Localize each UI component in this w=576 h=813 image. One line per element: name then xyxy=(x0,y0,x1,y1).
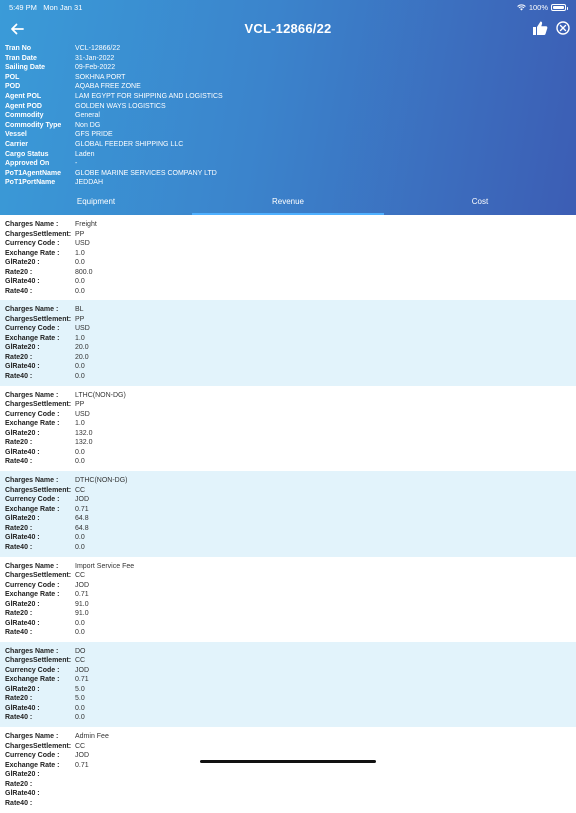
charges-list xyxy=(0,215,576,813)
charge-field-exchange xyxy=(5,675,576,685)
info-value: GLOBAL FEEDER SHIPPING LLC xyxy=(75,140,184,148)
field-label: Currency Code : xyxy=(5,581,60,589)
field-label: GlRate20 : xyxy=(5,344,40,352)
charge-field-exchange xyxy=(5,505,576,515)
charge-field-glrate20 xyxy=(5,770,576,780)
status-right xyxy=(517,3,566,12)
field-label: Charges Name : xyxy=(5,733,59,741)
field-value: PP xyxy=(75,230,85,238)
field-value: LTHC(NON-DG) xyxy=(75,391,126,399)
field-value: JOD xyxy=(75,581,89,589)
info-row xyxy=(5,102,223,112)
field-label: Rate20 : xyxy=(5,353,33,361)
charge-card xyxy=(0,642,576,727)
info-label: Commodity Type xyxy=(5,121,62,129)
field-label: Currency Code : xyxy=(5,410,60,418)
battery-percent: 100% xyxy=(528,3,548,12)
info-value: GLOBE MARINE SERVICES COMPANY LTD xyxy=(75,169,217,177)
field-value: 64.8 xyxy=(75,515,89,523)
info-label: Commodity xyxy=(5,112,44,120)
field-value: Admin Fee xyxy=(75,733,109,741)
charge-field-glrate40 xyxy=(5,704,576,714)
field-value: CC xyxy=(75,742,86,750)
field-label: Currency Code : xyxy=(5,240,60,247)
charge-field-name xyxy=(5,476,576,486)
close-icon[interactable] xyxy=(556,21,570,35)
charge-field-rate20 xyxy=(5,353,576,363)
charge-field-settlement xyxy=(5,571,576,581)
field-label: GlRate20 : xyxy=(5,600,40,608)
charge-field-settlement xyxy=(5,656,576,666)
field-value: 5.0 xyxy=(75,685,85,693)
field-value: USD xyxy=(75,325,90,333)
charge-field-glrate40 xyxy=(5,448,576,458)
field-label: GlRate40 : xyxy=(5,619,40,627)
field-value: Freight xyxy=(75,221,97,228)
charge-field-rate40 xyxy=(5,628,576,638)
field-value: 132.0 xyxy=(75,439,93,447)
field-label: Rate20 : xyxy=(5,695,33,703)
field-value: BL xyxy=(75,306,84,314)
charge-field-glrate40 xyxy=(5,362,576,372)
field-label: GlRate40 : xyxy=(5,534,40,542)
field-value: 0.0 xyxy=(75,714,85,722)
tab-revenue[interactable]: Revenue xyxy=(192,193,384,215)
field-value: 0.0 xyxy=(75,278,85,285)
home-indicator xyxy=(200,760,376,763)
info-row xyxy=(5,73,223,83)
field-label: ChargesSettlement: xyxy=(5,486,72,494)
field-label: Exchange Rate : xyxy=(5,420,60,428)
field-label: Currency Code : xyxy=(5,325,60,333)
field-value: 0.0 xyxy=(75,259,85,266)
charge-field-glrate20 xyxy=(5,343,576,353)
field-label: GlRate40 : xyxy=(5,790,40,798)
field-label: Rate20 : xyxy=(5,439,33,447)
field-value: 0.71 xyxy=(75,591,89,599)
field-label: Rate40 : xyxy=(5,543,33,551)
info-label: POL xyxy=(5,73,20,81)
field-value: JOD xyxy=(75,666,89,674)
charge-field-currency xyxy=(5,495,576,505)
info-row xyxy=(5,63,223,73)
field-value: 0.0 xyxy=(75,619,85,627)
nav-bar xyxy=(0,18,576,42)
field-value: 20.0 xyxy=(75,344,89,352)
info-value: SOKHNA PORT xyxy=(75,73,126,81)
charge-field-rate20 xyxy=(5,609,576,619)
field-label: GlRate40 : xyxy=(5,278,40,285)
info-row xyxy=(5,44,223,54)
charge-field-name xyxy=(5,647,576,657)
charge-field-settlement xyxy=(5,315,576,325)
field-label: Rate40 : xyxy=(5,629,33,637)
field-label: GlRate20 : xyxy=(5,259,40,266)
charge-field-rate40 xyxy=(5,713,576,723)
field-value: PP xyxy=(75,315,85,323)
charge-field-settlement xyxy=(5,400,576,410)
info-row xyxy=(5,82,223,92)
charge-field-currency xyxy=(5,410,576,420)
info-value: GFS PRIDE xyxy=(75,131,113,139)
info-row xyxy=(5,130,223,140)
info-label: Tran No xyxy=(5,45,32,52)
field-value: 0.0 xyxy=(75,372,85,380)
charge-field-glrate20 xyxy=(5,429,576,439)
charge-field-rate40 xyxy=(5,457,576,467)
field-value: 64.8 xyxy=(75,524,89,532)
field-value: DTHC(NON-DG) xyxy=(75,477,128,485)
field-value: 0.0 xyxy=(75,629,85,637)
info-label: Cargo Status xyxy=(5,150,49,158)
field-value: 0.71 xyxy=(75,676,89,684)
field-value: 0.0 xyxy=(75,448,85,456)
field-value: 0.0 xyxy=(75,458,85,466)
info-label: Sailing Date xyxy=(5,64,46,72)
field-value: USD xyxy=(75,240,90,247)
info-value: 31-Jan-2022 xyxy=(75,54,115,62)
field-value: 5.0 xyxy=(75,695,85,703)
field-label: Exchange Rate : xyxy=(5,591,60,599)
charge-field-currency xyxy=(5,239,576,249)
field-value: 1.0 xyxy=(75,420,85,428)
field-label: ChargesSettlement: xyxy=(5,657,72,665)
charge-field-rate20 xyxy=(5,438,576,448)
info-value: General xyxy=(75,112,100,120)
field-value: Import Service Fee xyxy=(75,562,135,570)
charge-field-glrate40 xyxy=(5,789,576,799)
charge-field-name xyxy=(5,305,576,315)
charge-field-exchange xyxy=(5,590,576,600)
field-label: Rate40 : xyxy=(5,799,33,807)
field-label: Exchange Rate : xyxy=(5,249,60,257)
info-value: Non DG xyxy=(75,121,101,129)
field-label: Exchange Rate : xyxy=(5,761,60,769)
page-title: VCL-12866/22 xyxy=(244,21,332,36)
charge-field-glrate40 xyxy=(5,619,576,629)
info-label: PoT1PortName xyxy=(5,179,56,187)
charge-field-rate40 xyxy=(5,287,576,297)
field-value: 91.0 xyxy=(75,600,89,608)
charge-field-glrate20 xyxy=(5,258,576,268)
charge-field-exchange xyxy=(5,249,576,259)
field-label: ChargesSettlement: xyxy=(5,742,72,750)
field-label: GlRate40 : xyxy=(5,448,40,456)
info-row xyxy=(5,54,223,64)
status-bar xyxy=(0,0,576,14)
field-value: JOD xyxy=(75,496,89,504)
info-row xyxy=(5,92,223,102)
field-label: ChargesSettlement: xyxy=(5,572,72,580)
charge-field-rate20 xyxy=(5,780,576,790)
info-row xyxy=(5,169,223,179)
charge-card xyxy=(0,300,576,385)
field-label: Charges Name : xyxy=(5,306,59,314)
field-label: Currency Code : xyxy=(5,752,60,760)
info-row xyxy=(5,140,223,150)
field-label: GlRate40 : xyxy=(5,363,40,371)
field-value: 800.0 xyxy=(75,268,93,276)
thumbs-up-icon[interactable] xyxy=(532,20,548,36)
info-value: - xyxy=(75,160,78,168)
field-label: Charges Name : xyxy=(5,221,59,228)
info-label: POD xyxy=(5,83,21,91)
field-label: ChargesSettlement: xyxy=(5,315,72,323)
field-value: 20.0 xyxy=(75,353,89,361)
charge-field-glrate40 xyxy=(5,533,576,543)
wifi-icon xyxy=(517,4,526,11)
field-label: Currency Code : xyxy=(5,496,60,504)
charge-card xyxy=(0,215,576,300)
info-row xyxy=(5,111,223,121)
field-label: Exchange Rate : xyxy=(5,334,60,342)
info-value: VCL-12866/22 xyxy=(75,45,121,52)
field-label: Charges Name : xyxy=(5,562,59,570)
field-label: Rate20 : xyxy=(5,268,33,276)
charge-field-settlement xyxy=(5,742,576,752)
info-value: Laden xyxy=(75,150,95,158)
charge-field-glrate20 xyxy=(5,600,576,610)
charge-card xyxy=(0,727,576,812)
field-value: 0.71 xyxy=(75,505,89,513)
field-label: Currency Code : xyxy=(5,666,60,674)
field-label: Exchange Rate : xyxy=(5,505,60,513)
charge-field-name xyxy=(5,732,576,742)
field-value: 0.0 xyxy=(75,363,85,371)
field-value: 0.0 xyxy=(75,534,85,542)
field-label: Rate20 : xyxy=(5,524,33,532)
field-value: CC xyxy=(75,572,86,580)
field-value: DO xyxy=(75,647,86,655)
field-label: Rate40 : xyxy=(5,287,33,295)
charge-card xyxy=(0,557,576,642)
charge-field-rate20 xyxy=(5,524,576,534)
info-row xyxy=(5,121,223,131)
field-label: GlRate20 : xyxy=(5,515,40,523)
field-value: 1.0 xyxy=(75,334,85,342)
field-value: 0.0 xyxy=(75,287,85,295)
charge-field-glrate20 xyxy=(5,514,576,524)
field-label: Charges Name : xyxy=(5,647,59,655)
field-value: 0.71 xyxy=(75,761,89,769)
field-label: Rate40 : xyxy=(5,714,33,722)
field-label: GlRate20 : xyxy=(5,685,40,693)
charge-field-rate40 xyxy=(5,543,576,553)
field-label: GlRate40 : xyxy=(5,704,40,712)
status-time: 5:49 PM Mon Jan 31 xyxy=(9,3,83,12)
info-value: JEDDAH xyxy=(75,179,104,187)
charge-field-rate20 xyxy=(5,268,576,278)
info-label: Approved On xyxy=(5,160,50,168)
field-value: CC xyxy=(75,657,86,665)
info-label: Vessel xyxy=(5,131,27,139)
field-label: Rate40 : xyxy=(5,458,33,466)
info-label: Carrier xyxy=(5,140,28,148)
battery-icon xyxy=(551,4,566,11)
charge-field-glrate40 xyxy=(5,277,576,287)
charge-card xyxy=(0,471,576,556)
info-row xyxy=(5,159,223,169)
charge-field-name xyxy=(5,220,576,230)
charge-field-rate20 xyxy=(5,694,576,704)
charge-field-rate40 xyxy=(5,372,576,382)
tab-bar xyxy=(0,193,576,215)
field-value: 0.0 xyxy=(75,704,85,712)
field-label: Charges Name : xyxy=(5,477,59,485)
charge-field-exchange xyxy=(5,419,576,429)
field-label: Charges Name : xyxy=(5,391,59,399)
charge-field-name xyxy=(5,391,576,401)
field-value: 1.0 xyxy=(75,249,85,257)
field-label: ChargesSettlement: xyxy=(5,230,72,238)
charge-field-name xyxy=(5,562,576,572)
charge-field-exchange xyxy=(5,334,576,344)
tab-cost[interactable]: Cost xyxy=(471,197,489,206)
field-value: 0.0 xyxy=(75,543,85,551)
info-value: AQABA FREE ZONE xyxy=(75,83,141,91)
field-value: 91.0 xyxy=(75,610,89,618)
header xyxy=(0,0,576,215)
info-label: Tran Date xyxy=(5,54,37,62)
field-value: JOD xyxy=(75,752,89,760)
info-value: LAM EGYPT FOR SHIPPING AND LOGISTICS xyxy=(75,92,223,100)
field-value: CC xyxy=(75,486,86,494)
charge-field-glrate20 xyxy=(5,685,576,695)
info-row xyxy=(5,178,223,188)
charge-field-currency xyxy=(5,324,576,334)
charge-field-settlement xyxy=(5,486,576,496)
info-label: Agent POL xyxy=(5,92,42,100)
field-label: GlRate20 : xyxy=(5,771,40,779)
charge-field-rate40 xyxy=(5,799,576,809)
field-value: USD xyxy=(75,410,90,418)
info-label: PoT1AgentName xyxy=(5,169,62,177)
charge-field-currency xyxy=(5,666,576,676)
field-label: Rate40 : xyxy=(5,372,33,380)
field-label: Rate20 : xyxy=(5,780,33,788)
field-label: Exchange Rate : xyxy=(5,676,60,684)
info-value: 09-Feb-2022 xyxy=(75,64,116,72)
transaction-info xyxy=(5,44,223,188)
tab-equipment[interactable]: Equipment xyxy=(76,197,116,206)
info-value: GOLDEN WAYS LOGISTICS xyxy=(75,102,166,110)
field-label: GlRate20 : xyxy=(5,429,40,437)
charge-field-currency xyxy=(5,581,576,591)
charge-field-settlement xyxy=(5,230,576,240)
field-value: PP xyxy=(75,401,85,409)
info-label: Agent POD xyxy=(5,102,42,110)
info-row xyxy=(5,150,223,160)
field-label: ChargesSettlement: xyxy=(5,401,72,409)
field-label: Rate20 : xyxy=(5,610,33,618)
field-value: 132.0 xyxy=(75,429,93,437)
charge-card xyxy=(0,386,576,471)
